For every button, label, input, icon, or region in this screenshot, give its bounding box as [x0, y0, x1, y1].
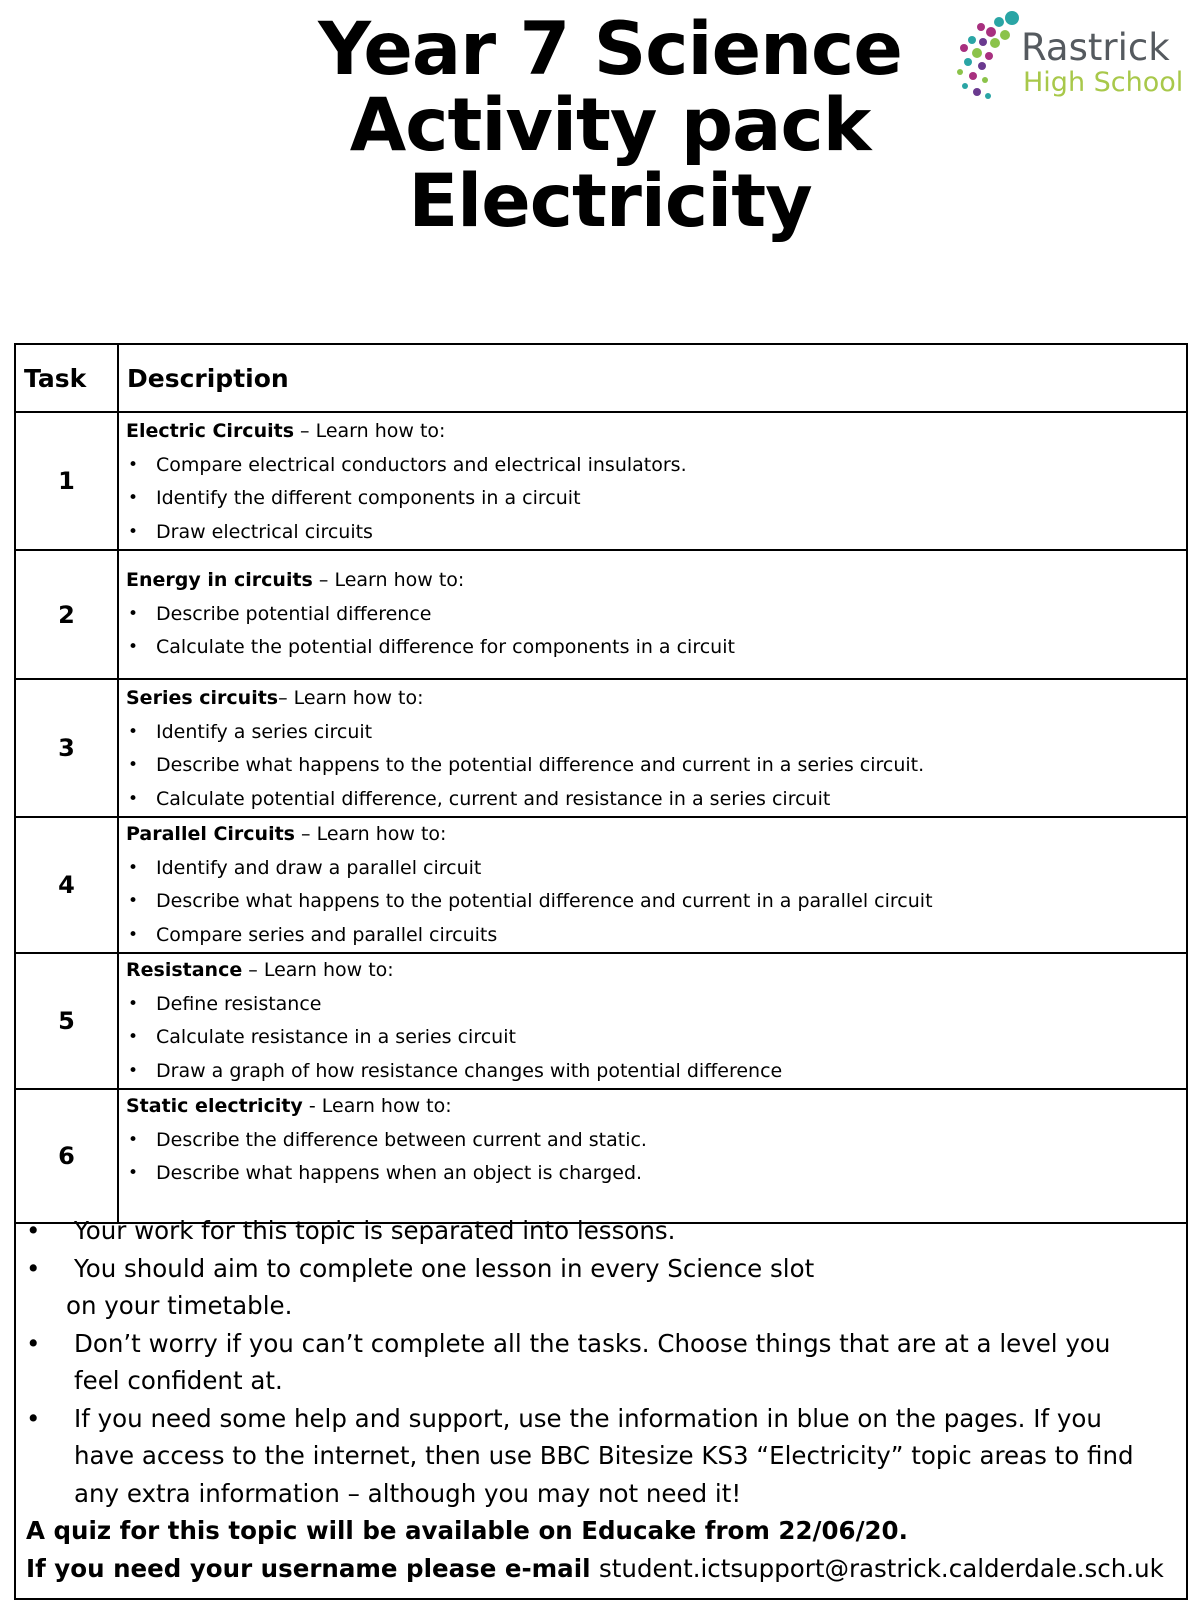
- task-description: [118, 412, 1187, 550]
- notes-box: [14, 1212, 1188, 1600]
- task-description: [118, 550, 1187, 679]
- logo-subtitle: High School: [1023, 67, 1184, 98]
- topic-name: Parallel Circuits: [126, 823, 295, 845]
- topic-intro: – Learn how to:: [295, 823, 447, 845]
- description-column-header: Description: [118, 344, 1187, 412]
- objective-list: [126, 1124, 1186, 1191]
- topic-intro: – Learn how to:: [278, 687, 424, 709]
- topic-name: Static electricity: [126, 1095, 303, 1117]
- school-logo: [955, 10, 1190, 105]
- task-number: 3: [15, 679, 118, 817]
- table-row: [15, 953, 1187, 1089]
- table-row: [15, 679, 1187, 817]
- note-item: • Your work for this topic is separated into lessons.: [16, 1212, 1186, 1250]
- username-prefix: If you need your username please e-mail: [26, 1553, 600, 1583]
- list-item: • Compare electrical conductors and electrical insulators.: [126, 449, 1186, 483]
- task-description: [118, 817, 1187, 953]
- list-item: • Identify the different components in a circuit: [126, 482, 1186, 516]
- list-item: • Calculate potential difference, current and resistance in a series circuit: [126, 783, 1186, 817]
- topic-name: Resistance: [126, 959, 243, 981]
- support-email[interactable]: student.ictsupport@rastrick.calderdale.sch.uk: [599, 1553, 1164, 1583]
- username-notice: [16, 1550, 1186, 1588]
- page-title: [240, 7, 980, 244]
- quiz-notice: A quiz for this topic will be available on Educake from 22/06/20.: [26, 1516, 908, 1545]
- notes-list: [16, 1212, 1186, 1287]
- task-description: [118, 679, 1187, 817]
- title-line-2: Activity pack: [349, 83, 871, 168]
- task-number: 5: [15, 953, 118, 1089]
- list-item: • Draw electrical circuits: [126, 516, 1186, 550]
- table-row: [15, 1089, 1187, 1223]
- topic-name: Electric Circuits: [126, 420, 295, 442]
- task-number: 6: [15, 1089, 118, 1223]
- title-line-1: Year 7 Science: [318, 7, 902, 92]
- topic-intro: – Learn how to:: [312, 569, 465, 592]
- objective-list: [126, 716, 1186, 817]
- objective-list: [126, 988, 1186, 1089]
- task-number: 4: [15, 817, 118, 953]
- task-description: [118, 1089, 1187, 1223]
- logo-dots-icon: [955, 10, 1025, 105]
- task-number: 1: [15, 412, 118, 550]
- note-continuation: on your timetable.: [66, 1291, 293, 1320]
- table-row: [15, 412, 1187, 550]
- list-item: • Calculate the potential difference for components in a circuit: [126, 631, 1186, 665]
- list-item: • Describe what happens to the potential difference and current in a parallel circuit: [126, 885, 1186, 919]
- list-item: • Describe the difference between current and static.: [126, 1124, 1186, 1158]
- task-column-header: Task: [15, 344, 118, 412]
- objective-list: [126, 449, 1186, 550]
- topic-intro: - Learn how to:: [302, 1095, 452, 1117]
- list-item: • Describe potential difference: [126, 598, 1186, 632]
- note-item: • If you need some help and support, use the information in blue on the pages. If you have access to the internet, then use BBC Bitesize KS3 “Electricity” topic areas to find any extra information – although you may not need it!: [16, 1400, 1186, 1513]
- list-item: • Define resistance: [126, 988, 1186, 1022]
- list-item: • Describe what happens to the potential difference and current in a series circuit.: [126, 749, 1186, 783]
- note-item: • Don’t worry if you can’t complete all the tasks. Choose things that are at a level you feel confident at.: [16, 1325, 1186, 1400]
- task-description: [118, 953, 1187, 1089]
- table-header-row: [15, 344, 1187, 412]
- notes-list: [16, 1325, 1186, 1513]
- list-item: • Identify and draw a parallel circuit: [126, 852, 1186, 886]
- table-row: [15, 550, 1187, 679]
- objective-list: [126, 852, 1186, 953]
- task-number: 2: [15, 550, 118, 679]
- task-table: [14, 343, 1188, 1224]
- list-item: • Describe what happens when an object is charged.: [126, 1157, 1186, 1191]
- topic-intro: – Learn how to:: [242, 959, 394, 981]
- topic-name: Series circuits: [126, 687, 279, 709]
- topic-name: Energy in circuits: [126, 569, 313, 592]
- title-line-3: Electricity: [408, 159, 812, 244]
- list-item: • Compare series and parallel circuits: [126, 919, 1186, 953]
- list-item: • Calculate resistance in a series circuit: [126, 1021, 1186, 1055]
- objective-list: [126, 598, 1186, 665]
- topic-intro: – Learn how to:: [294, 420, 446, 442]
- note-item: • You should aim to complete one lesson in every Science slot: [16, 1250, 1186, 1288]
- table-row: [15, 817, 1187, 953]
- logo-name: Rastrick: [1021, 26, 1170, 69]
- list-item: • Identify a series circuit: [126, 716, 1186, 750]
- list-item: • Draw a graph of how resistance changes with potential difference: [126, 1055, 1186, 1089]
